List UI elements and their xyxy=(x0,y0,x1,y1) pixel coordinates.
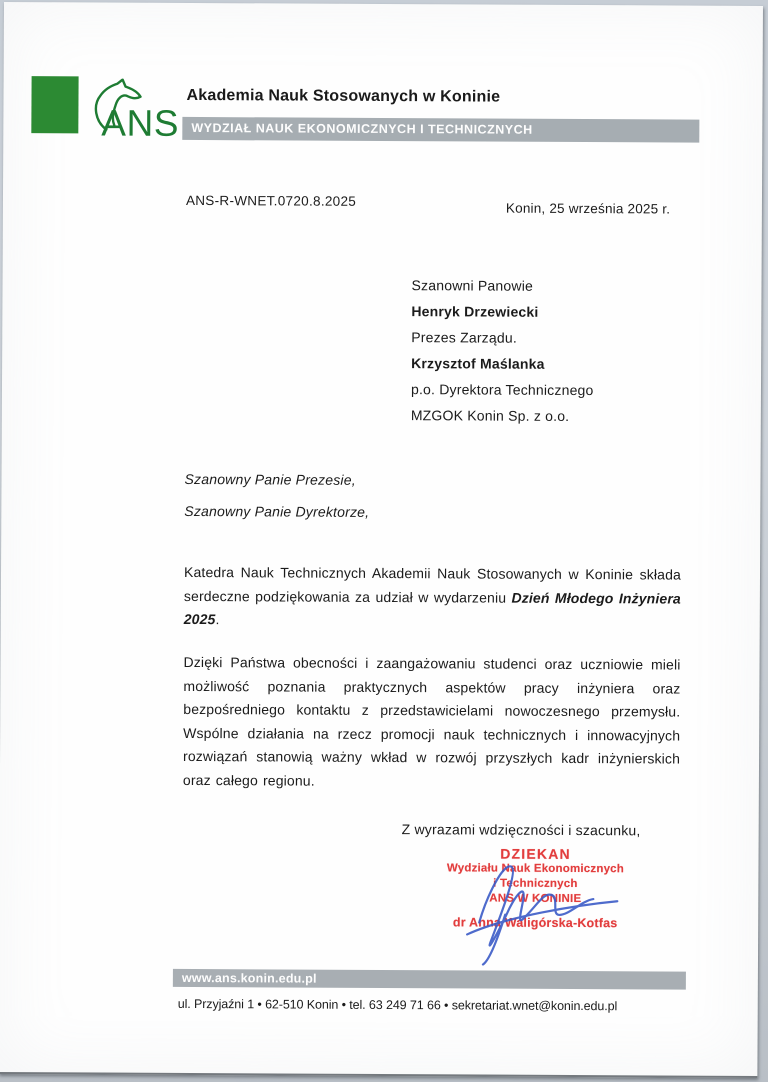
organization-title: Akademia Nauk Stosowanych w Koninie xyxy=(186,86,501,106)
signer-name: dr Anna Waligórska-Kotfas xyxy=(452,915,618,931)
ans-logo xyxy=(89,78,189,147)
reference-number: ANS-R-WNET.0720.8.2025 xyxy=(185,192,357,209)
stamp-title: DZIEKAN xyxy=(500,845,571,862)
department-banner: WYDZIAŁ NAUK EKONOMICZNYCH I TECHNICZNYCH xyxy=(182,117,699,143)
body-paragraph-2: Dzięki Państwa obecności i zaangażowaniu studenci oraz uczniowie mieli możliwość poznania praktycznych aspektów pracy inżyniera oraz bezpośredniego kontaktu z przedstawicielami nowoczesnego przemysłu. Wspólne działania na rzecz promocji nauk technicznych i innowacyjnych rozwiązań stanowią ważny wkład w rozwój przyszłych kadr inżynierskich oraz całego regionu. xyxy=(182,653,681,789)
recipient-name-1: Henryk Drzewiecki xyxy=(411,303,539,320)
recipient-company: MZGOK Konin Sp. z o.o. xyxy=(410,407,570,424)
recipient-title-1: Prezes Zarządu. xyxy=(411,329,518,346)
salutation-line-2: Szanowny Panie Dyrektorze, xyxy=(184,502,370,520)
salutation-line-1: Szanowny Panie Prezesie, xyxy=(184,470,356,488)
ans-logo-text: ANS xyxy=(101,102,180,144)
closing-phrase: Z wyrazami wdzięczności i szacunku, xyxy=(401,821,641,839)
handwritten-signature xyxy=(457,850,628,966)
logo-green-square xyxy=(31,76,78,133)
place-and-date: Konin, 25 września 2025 r. xyxy=(505,200,671,217)
letter-page xyxy=(0,2,763,1078)
paragraph-1-period: . xyxy=(215,611,220,628)
stamp-institution: ANS W KONINIE xyxy=(489,892,582,906)
event-name: Dzień Młodego Inżyniera 2025 xyxy=(183,589,681,628)
contact-line: ul. Przyjaźni 1 • 62-510 Konin • tel. 63 249 71 66 • sekretariat.wnet@konin.edu.pl xyxy=(177,996,618,1014)
recipient-greeting: Szanowni Panowie xyxy=(411,277,534,294)
body-paragraph-1 xyxy=(184,561,681,634)
recipient-block xyxy=(411,272,594,429)
recipient-title-2: p.o. Dyrektora Technicznego xyxy=(410,381,594,399)
stamp-faculty-line-2: i Technicznych xyxy=(493,877,578,891)
paragraph-1-text: Katedra Nauk Technicznych Akademii Nauk Stosowanych w Koninie składa serdeczne podziękowania za udział w wydarzeniu xyxy=(183,563,682,606)
website-bar: www.ans.konin.edu.pl xyxy=(173,969,686,990)
recipient-name-2: Krzysztof Maślanka xyxy=(411,355,545,372)
stamp-faculty-line-1: Wydziału Nauk Ekonomicznych xyxy=(446,862,625,876)
